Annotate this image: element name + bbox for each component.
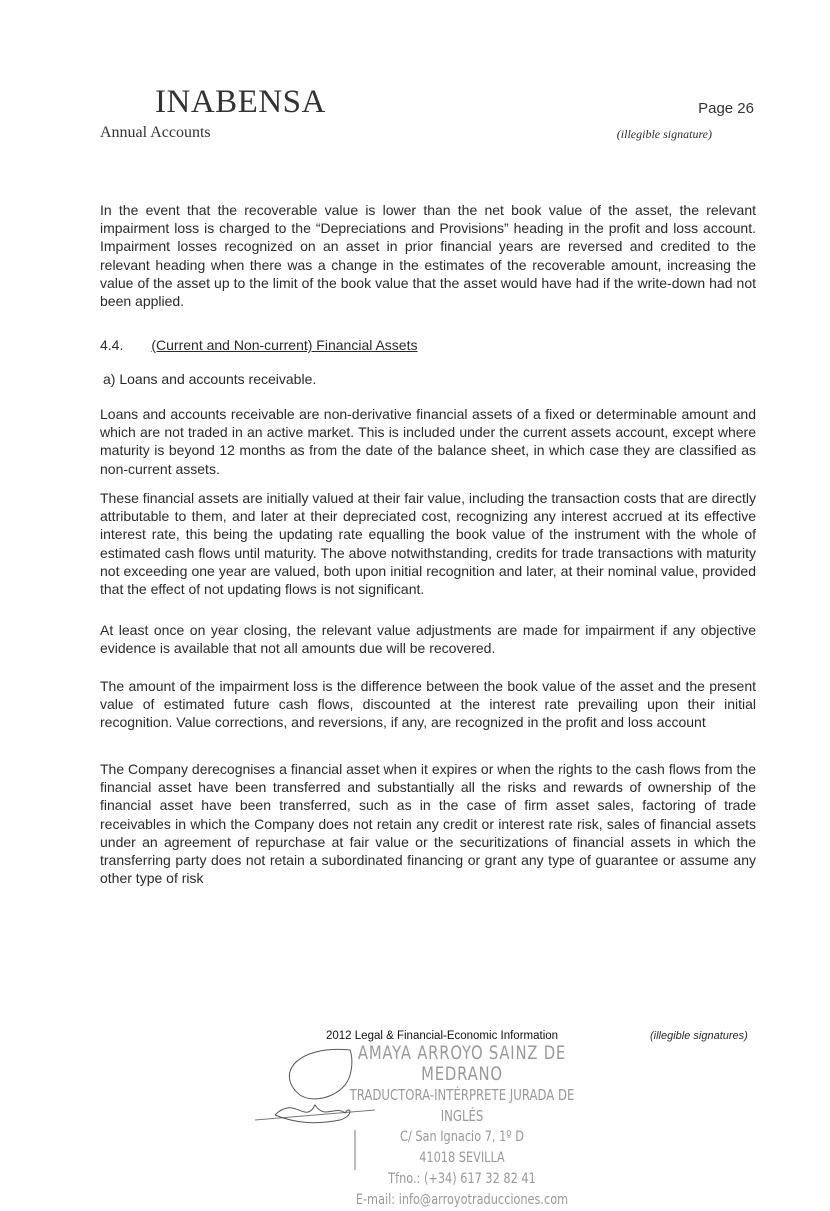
page-number: Page 26	[698, 100, 754, 117]
paragraph-valuation: These financial assets are initially valued at their fair value, including the transaction costs that are directly attributable to them, and later at their depreciated cost, recognizing any interest accrued at its effective interest rate, this being the updating rate equalling the book value of the instrument with the whole of estimated cash flows until maturity. The above notwithstanding, credits for trade transactions with maturity not exceeding one year are valued, both upon initial recognition and later, at their nominal value, provided that the effect of not updating flows is not significant.	[100, 490, 757, 598]
footer-note: 2012 Legal & Financial-Economic Information	[326, 1030, 559, 1042]
stamp-phone: Tfno.: (+34) 617 32 82 41	[388, 1171, 536, 1187]
subsection-heading: a) Loans and accounts receivable.	[103, 371, 317, 387]
section-number: 4.4.	[100, 337, 124, 353]
footer-signatures-note: (illegible signatures)	[650, 1030, 748, 1042]
paragraph-impairment-loss: The amount of the impairment loss is the difference between the book value of the asset and the present value of estimated future cash flows, discounted at the interest rate prevailing upon their initial recognition. Value corrections, and reversions, if any, are recognized in the profit and loss account	[100, 678, 756, 731]
paragraph-year-closing: At least once on year closing, the relevant value adjustments are made for impairment if any objective evidence is available that not all amounts due will be recovered.	[100, 622, 756, 657]
section-title: (Current and Non-current) Financial Assets	[151, 337, 418, 353]
paragraph-loans: Loans and accounts receivable are non-derivative financial assets of a fixed or determinable amount and which are not traded in an active market. This is included under the current assets account, except where maturity is beyond 12 months as from the date of the balance sheet, in which case they are classified as non-current assets.	[100, 406, 756, 477]
paragraph-derecognition: The Company derecognises a financial asset when it expires or when the rights to the cash flows from the financial asset have been transferred and substantially all the risks and rewards of ownership of the financial asset have been transferred, such as in the case of firm asset sales, factoring of trade receivables in which the Company does not retain any credit or interest rate risk, sales of financial assets under an agreement of repurchase at fair value or the securitizations of financial assets in which the transferring party does not retain a subordinated financing or grant any type of guarantee or assume any other type of risk	[100, 761, 756, 887]
stamp-email: E-mail: info@arroyotraducciones.com	[355, 1192, 569, 1208]
stamp-city: 41018 SEVILLA	[419, 1150, 505, 1166]
signature-note: (illegible signature)	[616, 127, 712, 141]
section-heading	[100, 337, 417, 353]
stamp-title: TRADUCTORA-INTÉRPRETE JURADA DE INGLÉS	[349, 1086, 575, 1125]
company-logo: INABENSA	[155, 84, 326, 120]
document-subtitle: Annual Accounts	[100, 124, 211, 141]
stamp-address: C/ San Ignacio 7, 1º D	[400, 1129, 524, 1145]
stamp-name: AMAYA ARROYO SAINZ DE MEDRANO	[357, 1042, 567, 1085]
paragraph-impairment: In the event that the recoverable value is lower than the net book value of the asset, the relevant impairment loss is charged to the “Depreciations and Provisions” heading in the profit and loss account. Impairment losses recognized on an asset in prior financial years are reversed and credited to the relevant heading when there was a change in the estimates of the recoverable amount, increasing the value of the asset up to the limit of the book value that the asset would have had if the write-down had not been applied.	[100, 202, 756, 310]
translator-stamp	[345, 1043, 579, 1211]
